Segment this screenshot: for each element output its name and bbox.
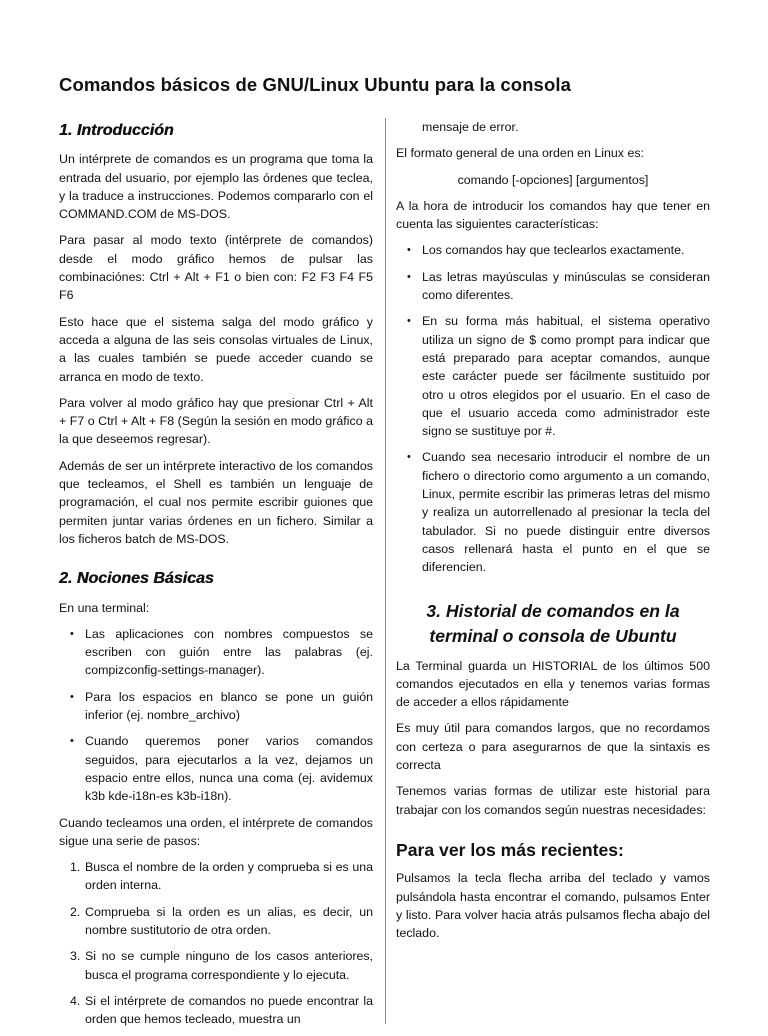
section-4-heading: Para ver los más recientes: xyxy=(396,839,624,860)
page-title: Comandos básicos de GNU/Linux Ubuntu para la consola xyxy=(59,74,571,95)
list-item xyxy=(396,312,710,440)
recent-commands-paragraph: Pulsamos la tecla flecha arriba del teclado y vamos pulsándola hasta encontrar el comando, pulsamos Enter y listo. Para volver hacia atrás pulsamos flecha abajo del teclado. xyxy=(396,871,710,941)
bullet-marker: • xyxy=(70,735,74,748)
list-item xyxy=(59,992,373,1029)
list-item xyxy=(59,688,373,725)
history-paragraph-1: La Terminal guarda un HISTORIAL de los últimos 500 comandos ejecutados en ella y tenemos varias formas de acceder a ellos rápidamente xyxy=(396,658,710,710)
bullet-marker: • xyxy=(70,690,74,703)
list-item xyxy=(59,947,373,984)
list-item xyxy=(396,448,710,576)
list-item-text: Cuando queremos poner varios comandos seguidos, para ejecutarlos a la vez, dejamos un espacio entre ellos, nunca una coma (ej. avidemux k3b kde-i18n-es k3b-i18n). xyxy=(85,734,373,804)
list-item xyxy=(396,241,710,259)
intro-paragraph-5: Además de ser un intérprete interactivo de los comandos que tecleamos, el Shell es también un lenguaje de programación, el cual nos permite escribir guiones que permiten juntar varias órdenes en un fichero. Similar a los ficheros batch de MS-DOS. xyxy=(59,458,373,546)
bullet-marker: • xyxy=(407,451,411,464)
right-column xyxy=(396,118,710,950)
list-item-text: Los comandos hay que teclearlos exactamente. xyxy=(422,243,685,258)
list-item-text: Las aplicaciones con nombres compuestos se escriben con guión entre las palabras (ej. compizconfig-settings-manager). xyxy=(85,626,373,678)
continued-step-text: mensaje de error. xyxy=(422,120,519,134)
step-number: 1. xyxy=(70,860,81,875)
column-divider xyxy=(385,118,386,1024)
list-item xyxy=(59,625,373,680)
characteristics-intro-paragraph: A la hora de introducir los comandos hay que tener en cuenta las siguientes características: xyxy=(396,198,710,232)
basics-paragraph-2: Cuando tecleamos una orden, el intérprete de comandos sigue una serie de pasos: xyxy=(59,815,373,848)
list-item-text: Las letras mayúsculas y minúsculas se consideran como diferentes. xyxy=(422,269,710,303)
bullet-marker: • xyxy=(407,244,411,257)
list-item-text: Si no se cumple ninguno de los casos anteriores, busca el programa correspondiente y lo ejecuta. xyxy=(85,949,373,982)
history-paragraph-3: Tenemos varias formas de utilizar este historial para trabajar con los comandos según nuestras necesidades: xyxy=(396,784,710,817)
intro-paragraph-1: Un intérprete de comandos es un programa que toma la entrada del usuario, por ejemplo las órdenes que teclea, y la traduce a instrucciones. Podemos compararlo con el COMMAND.COM de MS-DOS. xyxy=(59,152,373,222)
list-item-text: Comprueba si la orden es un alias, es decir, un nombre sustitutorio de otra orden. xyxy=(85,904,373,937)
command-format-line: comando [-opciones] [argumentos] xyxy=(457,172,649,187)
step-number: 4. xyxy=(70,993,81,1008)
list-item xyxy=(396,268,710,305)
list-item-text: Busca el nombre de la orden y comprueba si es una orden interna. xyxy=(85,860,373,893)
section-2-heading: 2. Nociones Básicas xyxy=(59,570,214,588)
step-number: 3. xyxy=(70,949,81,964)
characteristics-bullet-list xyxy=(396,241,710,576)
bullet-marker: • xyxy=(407,315,411,328)
basics-bullet-list xyxy=(59,625,373,806)
intro-paragraph-3: Esto hace que el sistema salga del modo gráfico y acceda a alguna de las seis consolas virtuales de Linux, a las cuales también se puede acceder cuando se arranca en modo de texto. xyxy=(59,314,373,384)
intro-paragraph-2: Para pasar al modo texto (intérprete de comandos) desde el modo gráfico hemos de pulsar las combinaciónes: Ctrl + Alt + F1 o bien con: F2 F3 F4 F5 F6 xyxy=(59,233,373,303)
history-paragraph-2: Es muy útil para comandos largos, que no recordamos con certeza o para asegurarnos de que la sintaxis es correcta xyxy=(396,721,710,773)
basics-paragraph-1: En una terminal: xyxy=(59,600,150,615)
steps-list xyxy=(59,858,373,1028)
list-item xyxy=(59,858,373,895)
list-item-text: Para los espacios en blanco se pone un guión inferior (ej. nombre_archivo) xyxy=(85,689,373,723)
list-item xyxy=(59,903,373,940)
list-item-text: En su forma más habitual, el sistema operativo utiliza un signo de $ como prompt para indicar que está preparado para aceptar comandos, aunque este carácter puede ser fácilmente sustituido por otro u otros elegidos por el usuario. En el caso de que el usuario acceda como administrador este signo se sustituye por #. xyxy=(422,314,710,439)
list-item-text: Si el intérprete de comandos no puede encontrar la orden que hemos tecleado, muestra un xyxy=(85,993,373,1027)
intro-paragraph-4: Para volver al modo gráfico hay que presionar Ctrl + Alt + F7 o Ctrl + Alt + F8 (Según la sesión en modo gráfico a la que deseemos regresar). xyxy=(59,395,373,447)
format-intro-paragraph: El formato general de una orden en Linux es: xyxy=(396,146,644,161)
bullet-marker: • xyxy=(407,270,411,283)
bullet-marker: • xyxy=(70,627,74,640)
section-1-heading: 1. Introducción xyxy=(59,122,174,139)
section-3-heading: 3. Historial de comandos en la terminal o consola de Ubuntu xyxy=(426,600,680,646)
step-number: 2. xyxy=(70,904,81,919)
list-item-text: Cuando sea necesario introducir el nombre de un fichero o directorio como argumento a un comando, Linux, permite escribir las primeras letras del mismo y realiza un autorrellenado al presionar la tecla del tabulador. Si no puede distinguir entre diversos casos rellenará hasta el punto en el que se diferencien. xyxy=(422,450,710,575)
left-column xyxy=(59,118,373,1036)
list-item xyxy=(59,732,373,805)
